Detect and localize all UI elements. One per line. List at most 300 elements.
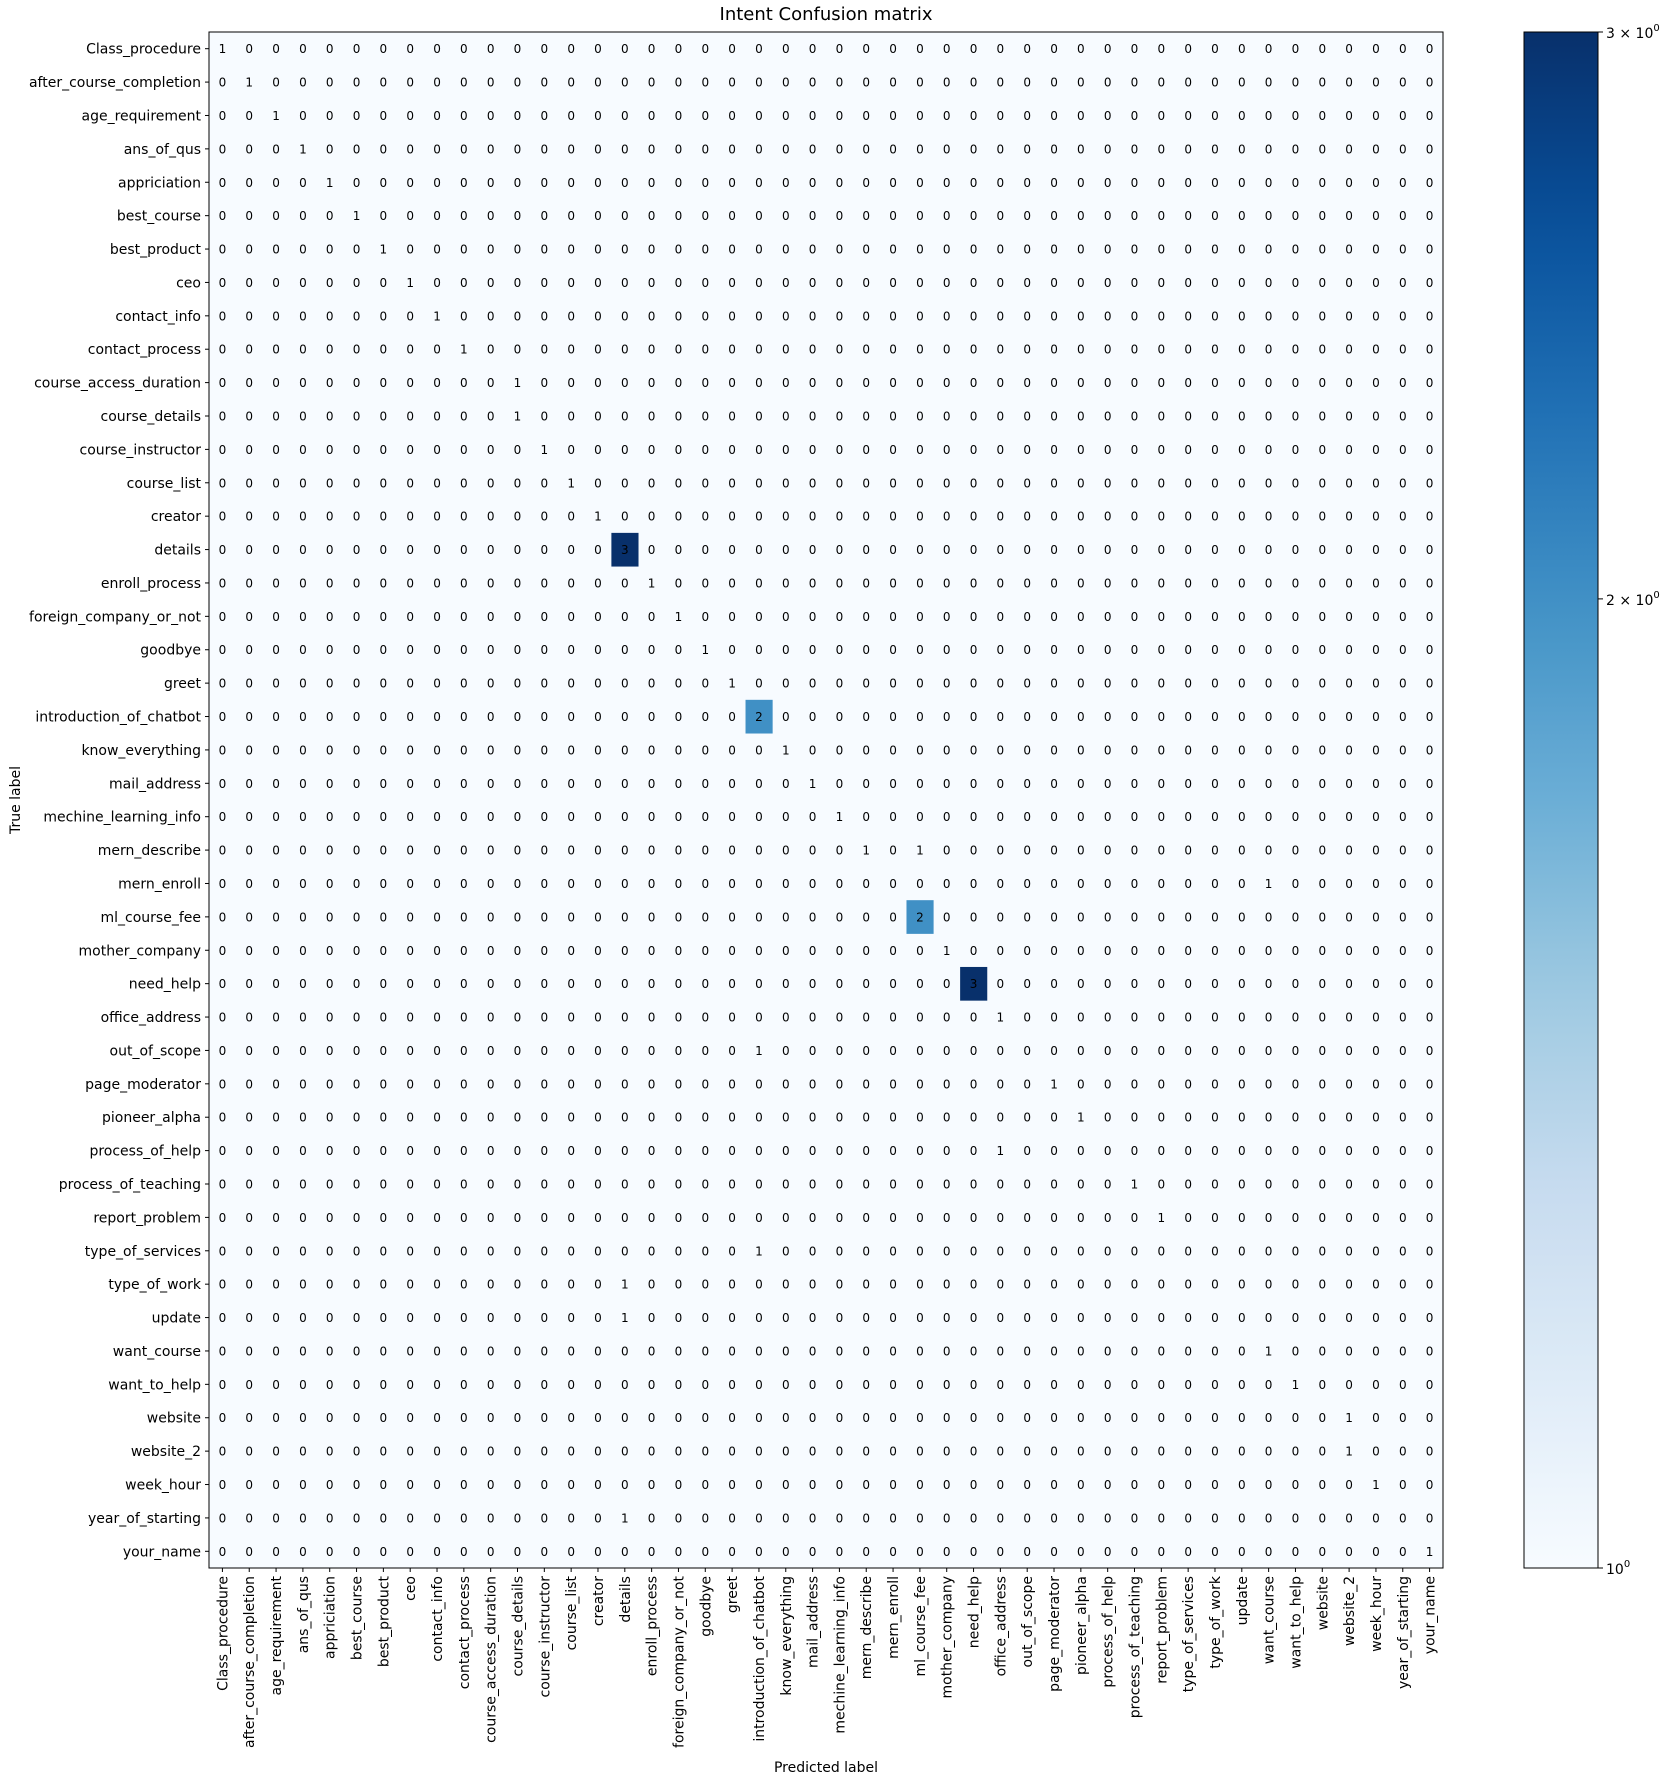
cell-value: 0 xyxy=(1184,275,1192,290)
cell-value: 0 xyxy=(218,609,227,624)
cell-value: 0 xyxy=(916,1144,924,1159)
cell-value: 0 xyxy=(755,676,763,691)
cell-value: 0 xyxy=(594,1444,602,1459)
cell-value: 0 xyxy=(835,910,844,925)
cell-value: 0 xyxy=(1345,75,1353,90)
cell-value: 0 xyxy=(1372,1411,1380,1426)
cell-value: 0 xyxy=(218,1043,227,1058)
cell-value: 0 xyxy=(1372,75,1380,90)
cell-value: 0 xyxy=(513,1210,522,1225)
cell-value: 0 xyxy=(1425,543,1434,558)
cell-value: 0 xyxy=(862,776,871,791)
cell-value: 0 xyxy=(781,476,790,491)
cell-value: 0 xyxy=(433,643,441,658)
cell-value: 0 xyxy=(433,1444,441,1459)
cell-value: 0 xyxy=(916,108,924,123)
cell-value: 0 xyxy=(969,1144,978,1159)
cell-value: 0 xyxy=(433,910,441,925)
cell-value: 0 xyxy=(352,810,361,825)
cell-value: 0 xyxy=(996,309,1005,324)
cell-value: 0 xyxy=(513,1444,522,1459)
cell-value: 0 xyxy=(460,1478,468,1493)
cell-value: 0 xyxy=(1372,342,1380,357)
cell-value: 0 xyxy=(1372,409,1380,424)
cell-value: 0 xyxy=(674,876,683,891)
cell-value: 0 xyxy=(647,1377,656,1392)
cell-value: 0 xyxy=(1398,576,1407,591)
cell-value: 0 xyxy=(379,1144,388,1159)
cell-value: 0 xyxy=(1425,843,1434,858)
cell-value: 0 xyxy=(1130,943,1139,958)
cell-value: 0 xyxy=(352,1411,361,1426)
cell-value: 0 xyxy=(969,1110,978,1125)
cell-value: 0 xyxy=(594,476,602,491)
cell-value: 0 xyxy=(808,1177,817,1192)
cell-value: 0 xyxy=(781,876,790,891)
cell-value: 0 xyxy=(299,1311,307,1326)
cell-value: 0 xyxy=(1425,1077,1434,1092)
cell-value: 0 xyxy=(272,442,280,457)
cell-value: 0 xyxy=(1372,1043,1380,1058)
x-tick-label: page_moderator xyxy=(1047,1576,1064,1692)
cell-value: 1 xyxy=(460,342,468,357)
cell-value: 0 xyxy=(942,843,951,858)
cell-value: 0 xyxy=(1130,1344,1139,1359)
cell-value: 0 xyxy=(781,242,790,257)
cell-value: 0 xyxy=(567,1210,575,1225)
cell-value: 0 xyxy=(755,843,763,858)
cell-value: 0 xyxy=(379,843,388,858)
cell-value: 1 xyxy=(942,943,951,958)
cell-value: 0 xyxy=(781,1511,790,1526)
cell-value: 0 xyxy=(272,910,280,925)
cell-value: 0 xyxy=(406,376,415,391)
cell-value: 0 xyxy=(1398,743,1407,758)
cell-value: 0 xyxy=(245,476,254,491)
cell-value: 0 xyxy=(325,1444,334,1459)
cell-value: 0 xyxy=(674,643,683,658)
cell-value: 0 xyxy=(1372,876,1380,891)
cell-value: 0 xyxy=(460,309,468,324)
cell-value: 0 xyxy=(594,376,602,391)
cell-value: 0 xyxy=(299,342,307,357)
x-tick-label: mother_company xyxy=(939,1576,956,1699)
cell-value: 0 xyxy=(1130,810,1139,825)
cell-value: 0 xyxy=(808,275,817,290)
y-tick-label: know_everything xyxy=(81,742,201,759)
cell-value: 0 xyxy=(1318,1478,1327,1493)
cell-value: 0 xyxy=(674,1544,683,1559)
cell-value: 0 xyxy=(1345,1511,1353,1526)
cell-value: 0 xyxy=(620,576,629,591)
cell-value: 0 xyxy=(272,342,280,357)
cell-value: 0 xyxy=(1372,743,1380,758)
cell-value: 0 xyxy=(916,1210,924,1225)
cell-value: 0 xyxy=(781,509,790,524)
cell-value: 0 xyxy=(540,1511,549,1526)
cell-value: 0 xyxy=(674,977,683,992)
cell-value: 0 xyxy=(1425,1177,1434,1192)
cell-value: 0 xyxy=(647,275,656,290)
cell-value: 0 xyxy=(379,977,388,992)
cell-value: 0 xyxy=(728,1210,736,1225)
cell-value: 0 xyxy=(889,1377,897,1392)
cell-value: 0 xyxy=(862,1210,871,1225)
cell-value: 1 xyxy=(620,1311,629,1326)
cell-value: 0 xyxy=(1211,509,1219,524)
cell-value: 0 xyxy=(1291,442,1300,457)
cell-value: 0 xyxy=(1237,776,1246,791)
cell-value: 0 xyxy=(1077,1444,1085,1459)
cell-value: 0 xyxy=(594,42,602,57)
cell-value: 1 xyxy=(620,1277,629,1292)
cell-value: 0 xyxy=(594,977,602,992)
cell-value: 0 xyxy=(835,1144,844,1159)
cell-value: 0 xyxy=(1425,710,1434,725)
cell-value: 0 xyxy=(460,576,468,591)
cell-value: 0 xyxy=(594,910,602,925)
cell-value: 0 xyxy=(1345,142,1353,157)
cell-value: 0 xyxy=(996,442,1005,457)
x-tick-label: goodbye xyxy=(698,1576,715,1637)
cell-value: 0 xyxy=(1425,1010,1434,1025)
cell-value: 0 xyxy=(1318,409,1327,424)
cell-value: 0 xyxy=(567,1043,575,1058)
cell-value: 0 xyxy=(835,710,844,725)
cell-value: 0 xyxy=(1345,910,1353,925)
cell-value: 0 xyxy=(1318,1043,1327,1058)
cell-value: 0 xyxy=(1157,1110,1166,1125)
cell-value: 0 xyxy=(245,1511,254,1526)
cell-value: 0 xyxy=(1237,710,1246,725)
cell-value: 0 xyxy=(1345,576,1353,591)
cell-value: 0 xyxy=(1103,977,1112,992)
cell-value: 0 xyxy=(1237,509,1246,524)
cell-value: 0 xyxy=(835,1544,844,1559)
cell-value: 0 xyxy=(1211,476,1219,491)
cell-value: 0 xyxy=(620,175,629,190)
cell-value: 0 xyxy=(1023,1277,1032,1292)
cell-value: 0 xyxy=(486,1244,495,1259)
cell-value: 0 xyxy=(835,342,844,357)
cell-value: 0 xyxy=(299,943,307,958)
cell-value: 0 xyxy=(1318,476,1327,491)
cell-value: 0 xyxy=(1077,1210,1085,1225)
cell-value: 0 xyxy=(674,1511,683,1526)
cell-value: 1 xyxy=(1157,1210,1166,1225)
cell-value: 0 xyxy=(620,1043,629,1058)
cell-value: 0 xyxy=(942,42,951,57)
cell-value: 1 xyxy=(245,75,254,90)
cell-value: 0 xyxy=(728,1411,736,1426)
cell-value: 0 xyxy=(728,643,736,658)
cell-value: 0 xyxy=(299,108,307,123)
cell-value: 0 xyxy=(701,977,710,992)
cell-value: 0 xyxy=(781,943,790,958)
cell-value: 2 xyxy=(916,910,924,925)
cell-value: 0 xyxy=(1318,175,1327,190)
cell-value: 1 xyxy=(218,42,227,57)
cell-value: 1 xyxy=(755,1244,763,1259)
cell-value: 0 xyxy=(1237,743,1246,758)
cell-value: 0 xyxy=(1398,442,1407,457)
cell-value: 1 xyxy=(674,609,683,624)
cell-value: 0 xyxy=(942,1177,951,1192)
cell-value: 0 xyxy=(272,943,280,958)
cell-value: 0 xyxy=(835,1043,844,1058)
cell-value: 0 xyxy=(513,42,522,57)
cell-value: 0 xyxy=(781,376,790,391)
cell-value: 0 xyxy=(862,1110,871,1125)
cell-value: 0 xyxy=(808,1277,817,1292)
cell-value: 0 xyxy=(1264,1077,1273,1092)
cell-value: 0 xyxy=(1103,543,1112,558)
x-tick-label: course_list xyxy=(564,1576,581,1651)
cell-value: 0 xyxy=(218,743,227,758)
cell-value: 0 xyxy=(1023,342,1032,357)
cell-value: 0 xyxy=(1237,442,1246,457)
cell-value: 0 xyxy=(969,509,978,524)
cell-value: 0 xyxy=(567,142,575,157)
cell-value: 0 xyxy=(406,342,415,357)
cell-value: 0 xyxy=(379,476,388,491)
cell-value: 0 xyxy=(1318,1244,1327,1259)
cell-value: 0 xyxy=(781,1377,790,1392)
y-tick-label: type_of_work xyxy=(108,1277,201,1294)
cell-value: 0 xyxy=(808,1244,817,1259)
cell-value: 0 xyxy=(1184,1344,1192,1359)
cell-value: 0 xyxy=(755,476,763,491)
cell-value: 0 xyxy=(728,910,736,925)
cell-value: 0 xyxy=(862,175,871,190)
cell-value: 0 xyxy=(862,1478,871,1493)
cell-value: 0 xyxy=(1372,42,1380,57)
cell-value: 0 xyxy=(325,309,334,324)
cell-value: 0 xyxy=(916,776,924,791)
cell-value: 0 xyxy=(433,1411,441,1426)
cell-value: 0 xyxy=(325,1544,334,1559)
y-tick-label: out_of_scope xyxy=(109,1043,201,1060)
cell-value: 0 xyxy=(862,1010,871,1025)
cell-value: 0 xyxy=(728,1511,736,1526)
cell-value: 0 xyxy=(594,1244,602,1259)
cell-value: 0 xyxy=(245,342,254,357)
cell-value: 0 xyxy=(996,242,1005,257)
cell-value: 0 xyxy=(728,876,736,891)
cell-value: 0 xyxy=(352,676,361,691)
cell-value: 0 xyxy=(674,42,683,57)
cell-value: 0 xyxy=(755,776,763,791)
cell-value: 0 xyxy=(1398,1444,1407,1459)
cell-value: 0 xyxy=(245,609,254,624)
cell-value: 0 xyxy=(218,943,227,958)
cell-value: 0 xyxy=(594,1210,602,1225)
cell-value: 0 xyxy=(325,442,334,457)
cell-value: 0 xyxy=(1291,476,1300,491)
cell-value: 0 xyxy=(1184,676,1192,691)
cell-value: 0 xyxy=(969,275,978,290)
cell-value: 0 xyxy=(272,42,280,57)
cell-value: 0 xyxy=(996,476,1005,491)
cell-value: 0 xyxy=(352,1511,361,1526)
cell-value: 0 xyxy=(1157,843,1166,858)
cell-value: 0 xyxy=(835,309,844,324)
cell-value: 0 xyxy=(218,1377,227,1392)
cell-value: 0 xyxy=(969,242,978,257)
cell-value: 0 xyxy=(835,509,844,524)
cell-value: 0 xyxy=(433,810,441,825)
cell-value: 0 xyxy=(1372,442,1380,457)
cell-value: 0 xyxy=(755,1311,763,1326)
cell-value: 0 xyxy=(728,342,736,357)
cell-value: 0 xyxy=(513,442,522,457)
cell-value: 0 xyxy=(513,108,522,123)
cell-value: 0 xyxy=(755,209,763,224)
cell-value: 0 xyxy=(969,1311,978,1326)
cell-value: 0 xyxy=(379,1210,388,1225)
cell-value: 0 xyxy=(1425,376,1434,391)
cell-value: 0 xyxy=(1398,42,1407,57)
cell-value: 0 xyxy=(1157,543,1166,558)
cell-value: 0 xyxy=(433,1344,441,1359)
cell-value: 0 xyxy=(1345,1478,1353,1493)
y-tick-label: foreign_company_or_not xyxy=(29,609,201,626)
cell-value: 0 xyxy=(1291,376,1300,391)
cell-value: 2 xyxy=(755,710,763,725)
x-tick-label: greet xyxy=(725,1576,742,1614)
x-tick-label: your_name xyxy=(1422,1576,1439,1655)
cell-value: 0 xyxy=(486,643,495,658)
cell-value: 0 xyxy=(1372,910,1380,925)
cell-value: 0 xyxy=(486,509,495,524)
cell-value: 0 xyxy=(1425,910,1434,925)
cell-value: 0 xyxy=(513,1043,522,1058)
cell-value: 0 xyxy=(1157,1411,1166,1426)
cell-value: 0 xyxy=(433,676,441,691)
cell-value: 0 xyxy=(889,1277,897,1292)
cell-value: 0 xyxy=(647,1043,656,1058)
cell-value: 0 xyxy=(942,876,951,891)
cell-value: 0 xyxy=(486,1411,495,1426)
cell-value: 0 xyxy=(1398,309,1407,324)
cell-value: 0 xyxy=(1184,442,1192,457)
cell-value: 0 xyxy=(942,376,951,391)
cell-value: 0 xyxy=(433,1544,441,1559)
cell-value: 0 xyxy=(594,1010,602,1025)
cell-value: 0 xyxy=(1425,1244,1434,1259)
cell-value: 0 xyxy=(1398,275,1407,290)
y-tick-label: course_list xyxy=(126,475,201,492)
x-tick-label: process_of_teaching xyxy=(1127,1576,1144,1719)
cell-value: 0 xyxy=(1264,75,1273,90)
cell-value: 0 xyxy=(460,943,468,958)
x-tick-label: contact_process xyxy=(456,1576,473,1690)
cell-value: 0 xyxy=(567,543,575,558)
cell-value: 0 xyxy=(433,442,441,457)
cell-value: 0 xyxy=(352,743,361,758)
cell-value: 0 xyxy=(701,1311,710,1326)
cell-value: 0 xyxy=(1211,1210,1219,1225)
cell-value: 0 xyxy=(379,810,388,825)
y-tick-label: course_access_duration xyxy=(34,375,201,392)
cell-value: 0 xyxy=(1345,1077,1353,1092)
cell-value: 0 xyxy=(1237,1110,1246,1125)
cell-value: 0 xyxy=(647,1244,656,1259)
cell-value: 0 xyxy=(808,1110,817,1125)
cell-value: 0 xyxy=(620,676,629,691)
cell-value: 0 xyxy=(1077,1043,1085,1058)
cell-value: 0 xyxy=(299,1177,307,1192)
cell-value: 0 xyxy=(486,743,495,758)
cell-value: 0 xyxy=(567,175,575,190)
cell-value: 0 xyxy=(1425,509,1434,524)
cell-value: 0 xyxy=(701,209,710,224)
cell-value: 0 xyxy=(889,42,897,57)
cell-value: 0 xyxy=(567,743,575,758)
cell-value: 0 xyxy=(218,209,227,224)
cell-value: 0 xyxy=(916,175,924,190)
cell-value: 0 xyxy=(513,509,522,524)
cell-value: 0 xyxy=(218,1344,227,1359)
cell-value: 0 xyxy=(567,576,575,591)
cell-value: 0 xyxy=(1318,1277,1327,1292)
cell-value: 0 xyxy=(486,843,495,858)
cell-value: 0 xyxy=(916,743,924,758)
cell-value: 0 xyxy=(218,843,227,858)
cell-value: 0 xyxy=(1103,108,1112,123)
cell-value: 0 xyxy=(674,1277,683,1292)
cell-value: 0 xyxy=(406,609,415,624)
cell-value: 0 xyxy=(352,1010,361,1025)
cell-value: 0 xyxy=(299,1511,307,1526)
cell-value: 0 xyxy=(245,142,254,157)
cell-value: 0 xyxy=(1211,1478,1219,1493)
cell-value: 0 xyxy=(1157,1244,1166,1259)
cell-value: 0 xyxy=(1425,1377,1434,1392)
cell-value: 0 xyxy=(647,75,656,90)
cell-value: 0 xyxy=(1318,1511,1327,1526)
cell-value: 0 xyxy=(1345,943,1353,958)
cell-value: 0 xyxy=(406,1478,415,1493)
cell-value: 0 xyxy=(1211,209,1219,224)
cell-value: 0 xyxy=(325,1210,334,1225)
cell-value: 0 xyxy=(674,576,683,591)
cell-value: 0 xyxy=(862,442,871,457)
cell-value: 0 xyxy=(1157,1177,1166,1192)
cell-value: 0 xyxy=(808,309,817,324)
cell-value: 0 xyxy=(379,142,388,157)
cell-value: 0 xyxy=(567,342,575,357)
cell-value: 0 xyxy=(567,943,575,958)
cell-value: 0 xyxy=(1398,242,1407,257)
cell-value: 0 xyxy=(862,309,871,324)
cell-value: 0 xyxy=(325,910,334,925)
cell-value: 0 xyxy=(1050,209,1058,224)
cell-value: 0 xyxy=(325,242,334,257)
cell-value: 0 xyxy=(406,409,415,424)
cell-value: 0 xyxy=(620,1544,629,1559)
cell-value: 0 xyxy=(1130,1110,1139,1125)
cell-value: 0 xyxy=(781,442,790,457)
cell-value: 0 xyxy=(942,1478,951,1493)
cell-value: 0 xyxy=(1130,543,1139,558)
cell-value: 0 xyxy=(620,1077,629,1092)
cell-value: 0 xyxy=(1130,476,1139,491)
cell-value: 0 xyxy=(889,1110,897,1125)
cell-value: 0 xyxy=(808,876,817,891)
cell-value: 0 xyxy=(996,843,1005,858)
cell-value: 0 xyxy=(486,1110,495,1125)
